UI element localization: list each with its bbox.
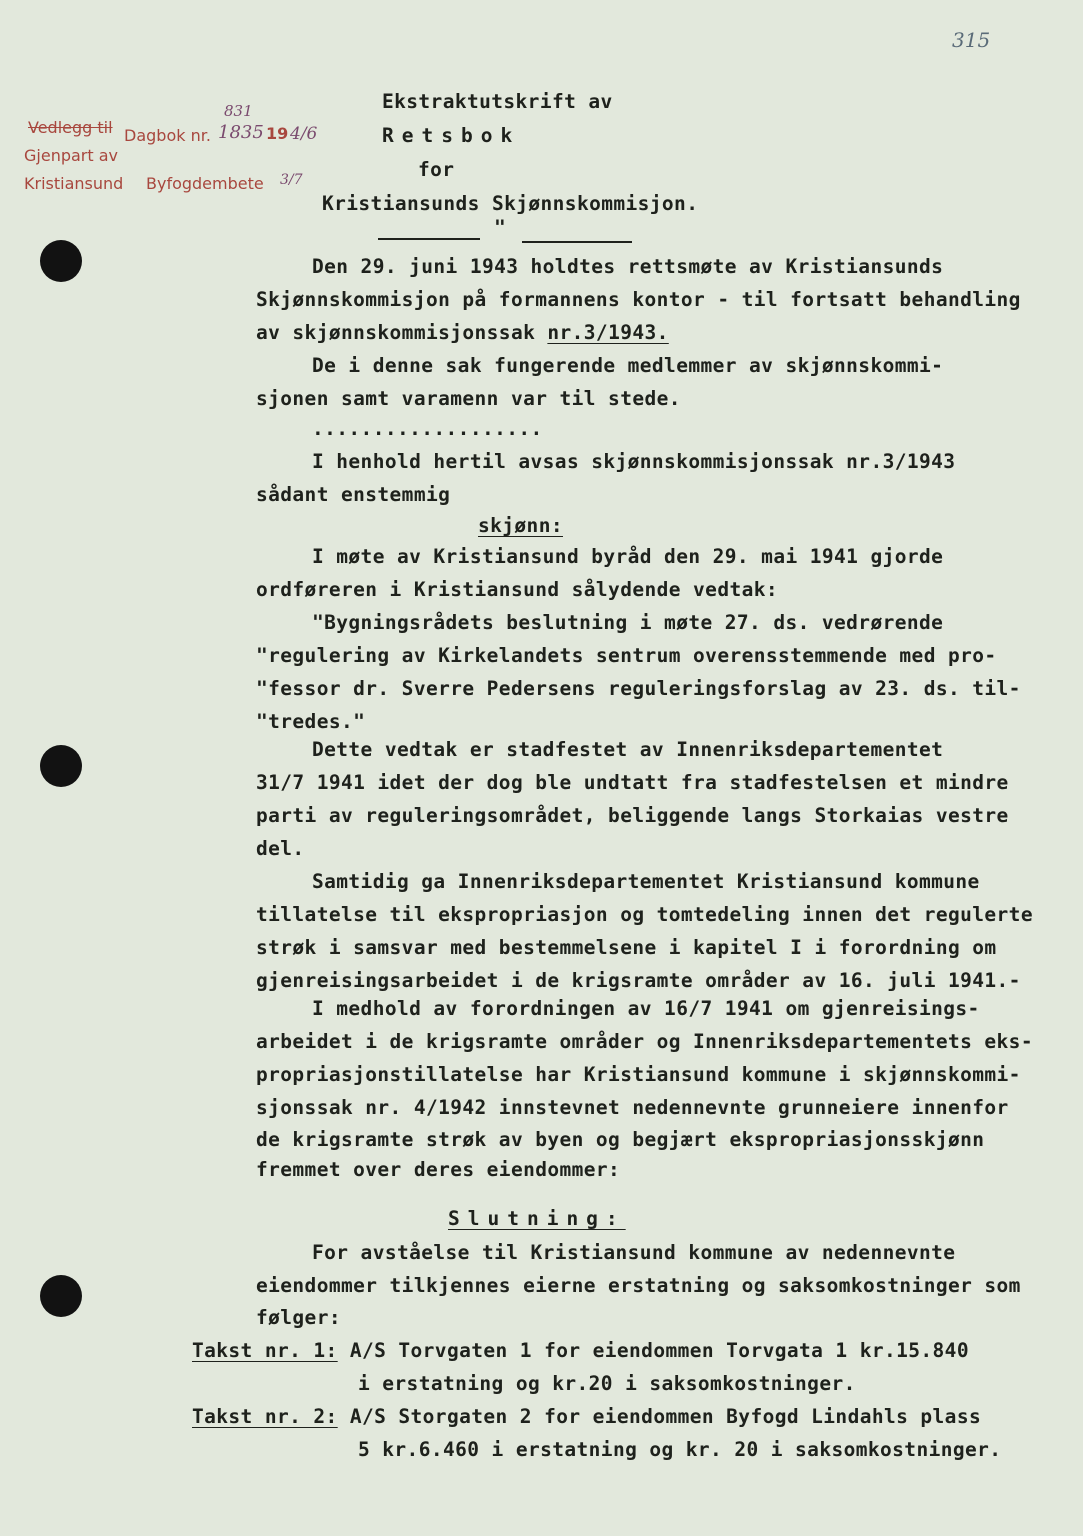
text-line: I møte av Kristiansund byråd den 29. mai 1941 gjorde [312, 545, 944, 568]
text-line: propriasjonstillatelse har Kristiansund kommune i skjønnskommi- [256, 1063, 1021, 1086]
punch-hole [40, 745, 82, 787]
punch-hole [40, 1275, 82, 1317]
text-line: arbeidet i de krigsramte områder og Innenriksdepartementets eks- [256, 1030, 1033, 1053]
text-line: Skjønnskommisjon på formannens kontor - til fortsatt behandling [256, 288, 1021, 311]
text-line: følger: [256, 1306, 341, 1329]
heading-divider-mark: " [494, 216, 507, 239]
case-number-underlined: nr.3/1943. [547, 321, 669, 344]
text-line: de krigsramte strøk av byen og begjært ekspropriasjonsskjønn [256, 1128, 985, 1151]
stamp-entry-number: 1835 [218, 122, 264, 143]
heading-divider-right [522, 241, 632, 243]
punch-hole [40, 240, 82, 282]
text-line: sådant enstemmig [256, 483, 451, 506]
text-line: sjonen samt varamenn var til stede. [256, 387, 681, 410]
stamp-office-name: Byfogdembete [146, 174, 264, 193]
heading-extract: Ekstraktutskrift av [382, 90, 613, 113]
text-line: eiendommer tilkjennes eierne erstatning og saksomkostninger som [256, 1274, 1021, 1297]
ellipsis-line: ................... [312, 417, 543, 440]
heading-commission: Kristiansunds Skjønnskommisjon. [322, 192, 699, 215]
stamp-date-2: 3/7 [280, 172, 303, 188]
assessment-item: Takst nr. 1: A/S Torvgaten 1 for eiendommen Torvgata 1 kr.15.840 [192, 1339, 969, 1362]
assessment-label: Takst nr. 2: [192, 1405, 338, 1428]
text-line: parti av reguleringsområdet, beliggende langs Storkaias vestre [256, 804, 1009, 827]
text-line: tillatelse til ekspropriasjon og tomtedeling innen det regulerte [256, 903, 1033, 926]
text-line: Samtidig ga Innenriksdepartementet Kristiansund kommune [312, 870, 980, 893]
stamp-journal-label: Dagbok nr. [124, 126, 211, 145]
heading-divider-left [378, 238, 480, 240]
heading-for: for [418, 158, 455, 181]
stamp-date: 4/6 [290, 124, 318, 144]
text-line: Den 29. juni 1943 holdtes rettsmøte av Kristiansunds [312, 255, 944, 278]
text-line: "tredes." [256, 710, 366, 733]
text-line: "Bygningsrådets beslutning i møte 27. ds. vedrørende [312, 611, 944, 634]
section-heading-conclusion: Slutning: [448, 1207, 626, 1230]
text-line: For avståelse til Kristiansund kommune av nedennevnte [312, 1241, 956, 1264]
text-line: strøk i samsvar med bestemmelsene i kapitel I i forordning om [256, 936, 997, 959]
text-line: De i denne sak fungerende medlemmer av skjønnskommi- [312, 354, 944, 377]
stamp-office-city: Kristiansund [24, 174, 124, 193]
stamp-year-prefix: 19 [266, 124, 289, 143]
text-line: sjonssak nr. 4/1942 innstevnet nedennevnte grunneiere innenfor [256, 1096, 1009, 1119]
assessment-item: Takst nr. 2: A/S Storgaten 2 for eiendommen Byfogd Lindahls plass [192, 1405, 982, 1428]
text-line: av skjønnskommisjonssak nr.3/1943. [256, 321, 669, 344]
text-line: del. [256, 837, 305, 860]
stamp-entry-number-struck: 831 [224, 102, 253, 120]
text-line: gjenreisingsarbeidet i de krigsramte områder av 16. juli 1941.- [256, 969, 1021, 992]
text-line: "regulering av Kirkelandets sentrum overensstemmende med pro- [256, 644, 997, 667]
heading-court-record: Retsbok [382, 124, 521, 147]
text-line: I medhold av forordningen av 16/7 1941 om gjenreisings- [312, 997, 980, 1020]
text-line: ordføreren i Kristiansund sålydende vedtak: [256, 578, 779, 601]
text-line: 31/7 1941 idet der dog ble undtatt fra stadfestelsen et mindre [256, 771, 1009, 794]
section-heading-assessment: skjønn: [478, 514, 563, 537]
text-line: "fessor dr. Sverre Pedersens reguleringsforslag av 23. ds. til- [256, 677, 1021, 700]
text-line: i erstatning og kr.20 i saksomkostninger. [358, 1372, 856, 1395]
stamp-copy-label: Gjenpart av [24, 146, 118, 165]
page-number: 315 [952, 28, 991, 52]
text-line: 5 kr.6.460 i erstatning og kr. 20 i saksomkostninger. [358, 1438, 1002, 1461]
text-line: I henhold hertil avsas skjønnskommisjonssak nr.3/1943 [312, 450, 956, 473]
text-line: fremmet over deres eiendommer: [256, 1158, 621, 1181]
stamp-attachment-label: Vedlegg til [28, 118, 113, 137]
text-line: Dette vedtak er stadfestet av Innenriksdepartementet [312, 738, 944, 761]
assessment-label: Takst nr. 1: [192, 1339, 338, 1362]
